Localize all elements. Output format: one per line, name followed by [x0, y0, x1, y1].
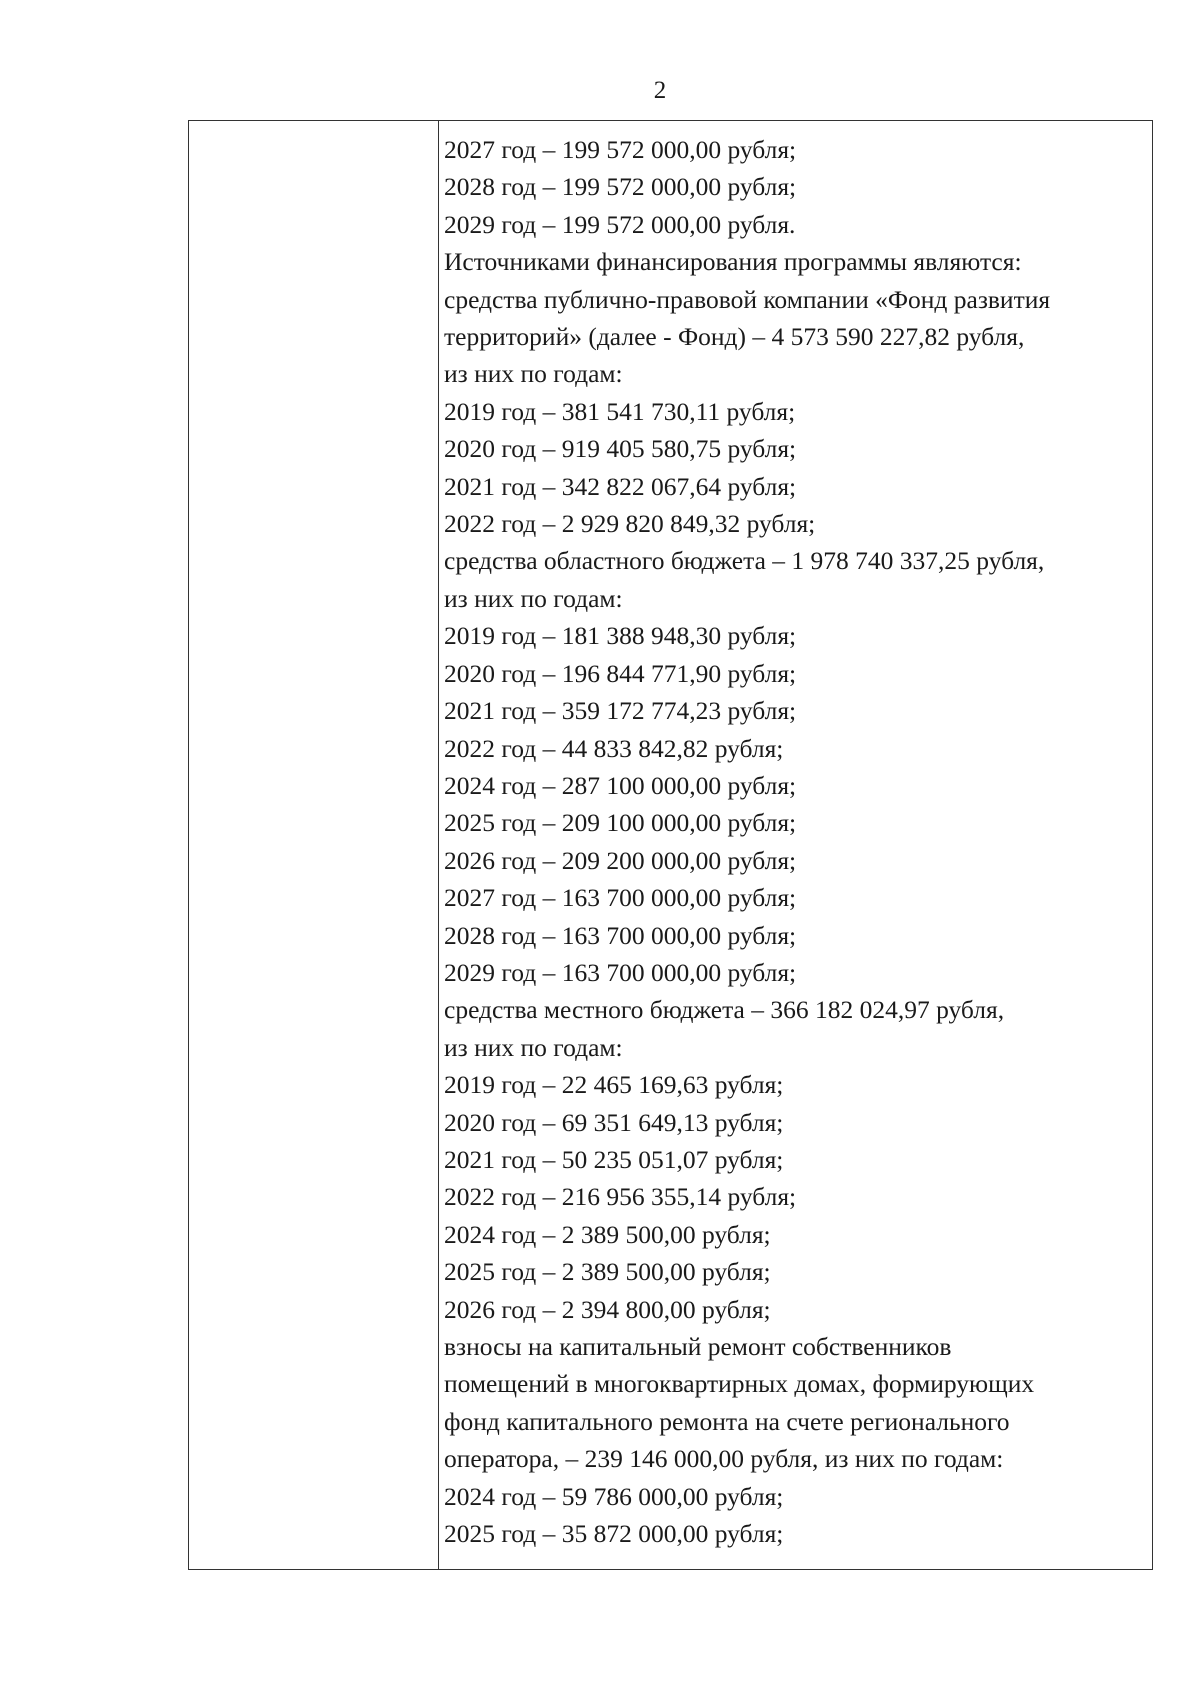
text-line: 2025 год – 209 100 000,00 рубля; — [444, 808, 797, 838]
text-line: 2021 год – 359 172 774,23 рубля; — [444, 696, 797, 726]
table-left-cell — [189, 121, 438, 1569]
text-line: оператора, – 239 146 000,00 рубля, из них по годам: — [444, 1444, 1004, 1474]
text-line: средства публично-правовой компании «Фонд развития — [444, 284, 1051, 314]
text-line: 2024 год – 287 100 000,00 рубля; — [444, 770, 797, 800]
text-line: 2029 год – 163 700 000,00 рубля; — [444, 957, 797, 987]
text-line: из них по годам: — [444, 359, 623, 389]
column-divider — [438, 121, 439, 1569]
text-line: 2029 год – 199 572 000,00 рубля. — [444, 209, 796, 239]
table-right-cell — [440, 121, 1152, 1569]
text-line: 2022 год – 216 956 355,14 рубля; — [444, 1182, 797, 1212]
financing-table — [188, 120, 1153, 1570]
text-line: 2020 год – 919 405 580,75 рубля; — [444, 434, 797, 464]
text-line: 2025 год – 2 389 500,00 рубля; — [444, 1257, 771, 1287]
text-line: 2027 год – 163 700 000,00 рубля; — [444, 883, 797, 913]
text-line: помещений в многоквартирных домах, формирующих — [444, 1369, 1035, 1399]
text-line: 2020 год – 196 844 771,90 рубля; — [444, 658, 797, 688]
text-line: 2021 год – 342 822 067,64 рубля; — [444, 471, 797, 501]
text-line: 2020 год – 69 351 649,13 рубля; — [444, 1107, 784, 1137]
text-line: 2019 год – 381 541 730,11 рубля; — [444, 396, 796, 426]
text-line: 2019 год – 181 388 948,30 рубля; — [444, 621, 797, 651]
text-line: 2024 год – 59 786 000,00 рубля; — [444, 1481, 784, 1511]
text-line: 2026 год – 209 200 000,00 рубля; — [444, 845, 797, 875]
text-line: взносы на капитальный ремонт собственников — [444, 1332, 952, 1361]
text-line: территорий» (далее - Фонд) – 4 573 590 227,82 рубля, — [444, 322, 1025, 352]
text-line: 2019 год – 22 465 169,63 рубля; — [444, 1070, 784, 1100]
text-line: 2028 год – 163 700 000,00 рубля; — [444, 920, 797, 950]
text-line: из них по годам: — [444, 583, 623, 613]
text-line: 2021 год – 50 235 051,07 рубля; — [444, 1144, 784, 1174]
text-line: из них по годам: — [444, 1032, 623, 1062]
text-line: фонд капитального ремонта на счете регионального — [444, 1406, 1010, 1436]
text-line: 2022 год – 2 929 820 849,32 рубля; — [444, 509, 816, 539]
text-line: средства областного бюджета – 1 978 740 337,25 рубля, — [444, 546, 1045, 576]
text-line: 2026 год – 2 394 800,00 рубля; — [444, 1294, 771, 1324]
text-line: 2024 год – 2 389 500,00 рубля; — [444, 1219, 771, 1249]
text-line: 2025 год – 35 872 000,00 рубля; — [444, 1519, 784, 1549]
page-number: 2 — [653, 77, 667, 104]
text-line: 2022 год – 44 833 842,82 рубля; — [444, 733, 784, 763]
text-line: 2028 год – 199 572 000,00 рубля; — [444, 172, 797, 202]
text-line: Источниками финансирования программы являются: — [444, 247, 1022, 277]
text-line: 2027 год – 199 572 000,00 рубля; — [444, 135, 797, 164]
text-line: средства местного бюджета – 366 182 024,97 рубля, — [444, 995, 1005, 1025]
